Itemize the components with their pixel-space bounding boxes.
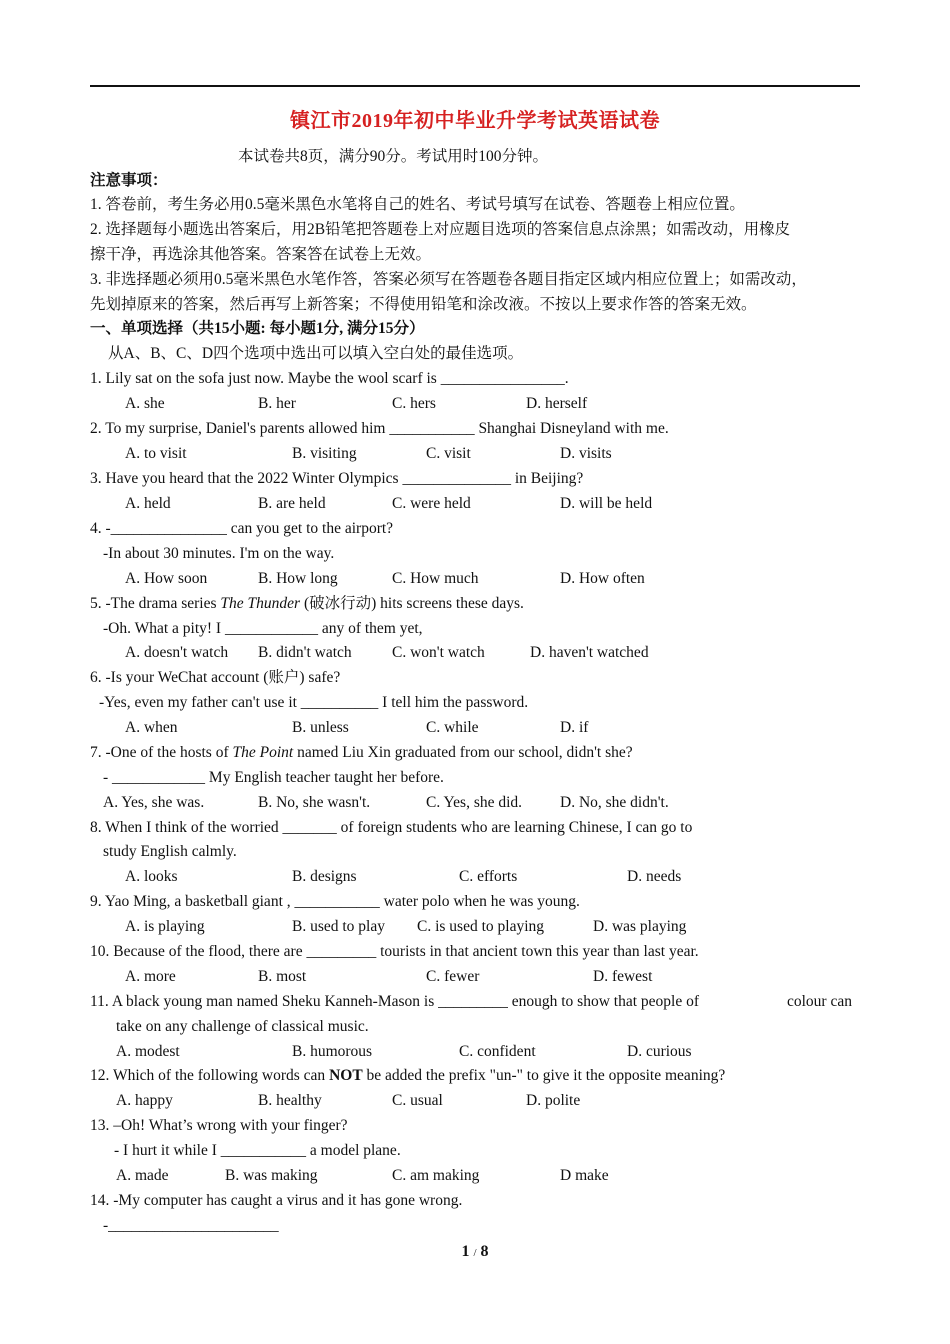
option-c: C. usual [392,1092,443,1109]
question-reply: - I hurt it while I ___________ a model plane. [114,1142,401,1159]
option-d: D make [560,1167,609,1184]
option-a: A. modest [116,1043,180,1060]
question-stem: 10. Because of the flood, there are _________ tourists in that ancient town this year than last year. [90,943,699,960]
option-d: D. needs [627,868,682,885]
question-stem: 3. Have you heard that the 2022 Winter Olympics ______________ in Beijing? [90,470,584,487]
option-b: B. humorous [292,1043,373,1060]
option-c: C. confident [459,1043,536,1060]
option-d: D. herself [526,395,588,412]
option-b: B. most [258,968,307,985]
question-stem: 9. Yao Ming, a basketball giant , ___________ water polo when he was young. [90,893,580,910]
page-total: 8 [480,1243,489,1260]
option-a: A. happy [116,1092,173,1109]
option-c: C. efforts [459,868,518,885]
drama-title: The Thunder [220,595,301,612]
option-a: A. looks [125,868,178,885]
option-d: D. was playing [593,918,687,935]
page-number [0,1243,950,1261]
option-b: B. used to play [292,918,385,935]
question-stem: 14. -My computer has caught a virus and it has gone wrong. [90,1192,463,1209]
option-d: D. will be held [560,495,653,512]
question-reply: -______________________ [103,1217,279,1234]
option-b: B. unless [292,719,349,736]
option-b: B. healthy [258,1092,322,1109]
question-stem: 5. -The drama series The Thunder (破冰行动) hits screens these days. [90,595,524,612]
page-title: 镇江市2019年初中毕业升学考试英语试卷 [290,110,660,132]
question-stem: 2. To my surprise, Daniel's parents allowed him ___________ Shanghai Disneyland with me. [90,420,669,437]
option-b: B. designs [292,868,357,885]
question-stem-cont: study English calmly. [103,843,237,860]
note-line: 1. 答卷前，考生务必用0.5毫米黑色水笔将自己的姓名、考试号填写在试卷、答题卷上相应位置。 [90,196,745,213]
option-c: C. is used to playing [417,918,545,935]
section-title: 一、单项选择（共15小题: 每小题1分, 满分15分） [90,320,425,337]
option-c: C. were held [392,495,471,512]
option-a: A. held [125,495,171,512]
option-a: A. How soon [125,570,208,587]
option-d: D. visits [560,445,612,462]
note-line: 3. 非选择题必须用0.5毫米黑色水笔作答，答案必须写在答题卷各题目指定区域内相应位置上；如需改动， [90,271,807,288]
question-reply: -In about 30 minutes. I'm on the way. [103,545,335,562]
option-b: B. was making [225,1167,318,1184]
option-c: C. How much [392,570,479,587]
question-stem-tail: colour can [787,993,852,1010]
option-c: C. Yes, she did. [426,794,523,811]
option-c: C. while [426,719,479,736]
option-d: D. haven't watched [530,644,649,661]
option-b: B. didn't watch [258,644,352,661]
question-stem: 1. Lily sat on the sofa just now. Maybe the wool scarf is ________________. [90,370,569,387]
question-stem: 8. When I think of the worried _______ of foreign students who are learning Chinese, I can go to [90,819,693,836]
option-d: D. How often [560,570,645,587]
question-reply: - ____________ My English teacher taught her before. [103,769,444,786]
note-line: 先划掉原来的答案，然后再写上新答案；不得使用铅笔和涂改液。不按以上要求作答的答案无效。 [90,296,757,313]
note-line: 2. 选择题每小题选出答案后，用2B铅笔把答题卷上对应题目选项的答案信息点涂黑；如需改动，用橡皮 [90,221,791,238]
question-stem: 6. -Is your WeChat account (账户) safe? [90,669,341,686]
option-c: C. fewer [426,968,480,985]
option-b: B. visiting [292,445,357,462]
notice-heading: 注意事项： [90,172,168,189]
option-d: D. fewest [593,968,653,985]
option-b: B. her [258,395,296,412]
option-a: A. made [116,1167,169,1184]
option-a: A. Yes, she was. [103,794,205,811]
option-d: D. curious [627,1043,692,1060]
option-b: B. No, she wasn't. [258,794,371,811]
option-a: A. is playing [125,918,205,935]
option-a: A. when [125,719,178,736]
question-stem-cont: take on any challenge of classical music. [116,1018,369,1035]
section-instruction: 从A、B、C、D四个选项中选出可以填入空白处的最佳选项。 [108,345,524,362]
note-line: 擦干净，再选涂其他答案。答案答在试卷上无效。 [90,246,432,263]
question-stem: 13. –Oh! What’s wrong with your finger? [90,1117,348,1134]
option-b: B. How long [258,570,338,587]
option-c: C. am making [392,1167,480,1184]
option-d: D. No, she didn't. [560,794,669,811]
emphasis-not: NOT [329,1067,363,1084]
page-current: 1 [461,1243,470,1260]
option-b: B. are held [258,495,326,512]
header-rule [90,85,860,87]
option-a: A. to visit [125,445,187,462]
question-stem: 11. A black young man named Sheku Kanneh-Mason is _________ enough to show that people of [90,993,700,1010]
show-title: The Point [232,744,294,761]
question-stem: 12. Which of the following words can NOT be added the prefix "un-" to give it the opposite meaning? [90,1067,726,1084]
option-d: D. polite [526,1092,581,1109]
question-reply: -Yes, even my father can't use it __________ I tell him the password. [99,694,529,711]
exam-info: 本试卷共8页，满分90分。考试用时100分钟。 [238,148,549,165]
question-reply: -Oh. What a pity! I ____________ any of them yet, [103,620,423,637]
option-a: A. she [125,395,165,412]
option-c: C. won't watch [392,644,485,661]
option-a: A. more [125,968,176,985]
option-a: A. doesn't watch [125,644,229,661]
question-stem: 7. -One of the hosts of The Point named Liu Xin graduated from our school, didn't she? [90,744,633,761]
page-separator: / [473,1247,477,1259]
option-c: C. hers [392,395,436,412]
option-c: C. visit [426,445,471,462]
question-stem: 4. -_______________ can you get to the airport? [90,520,394,537]
option-d: D. if [560,719,589,736]
